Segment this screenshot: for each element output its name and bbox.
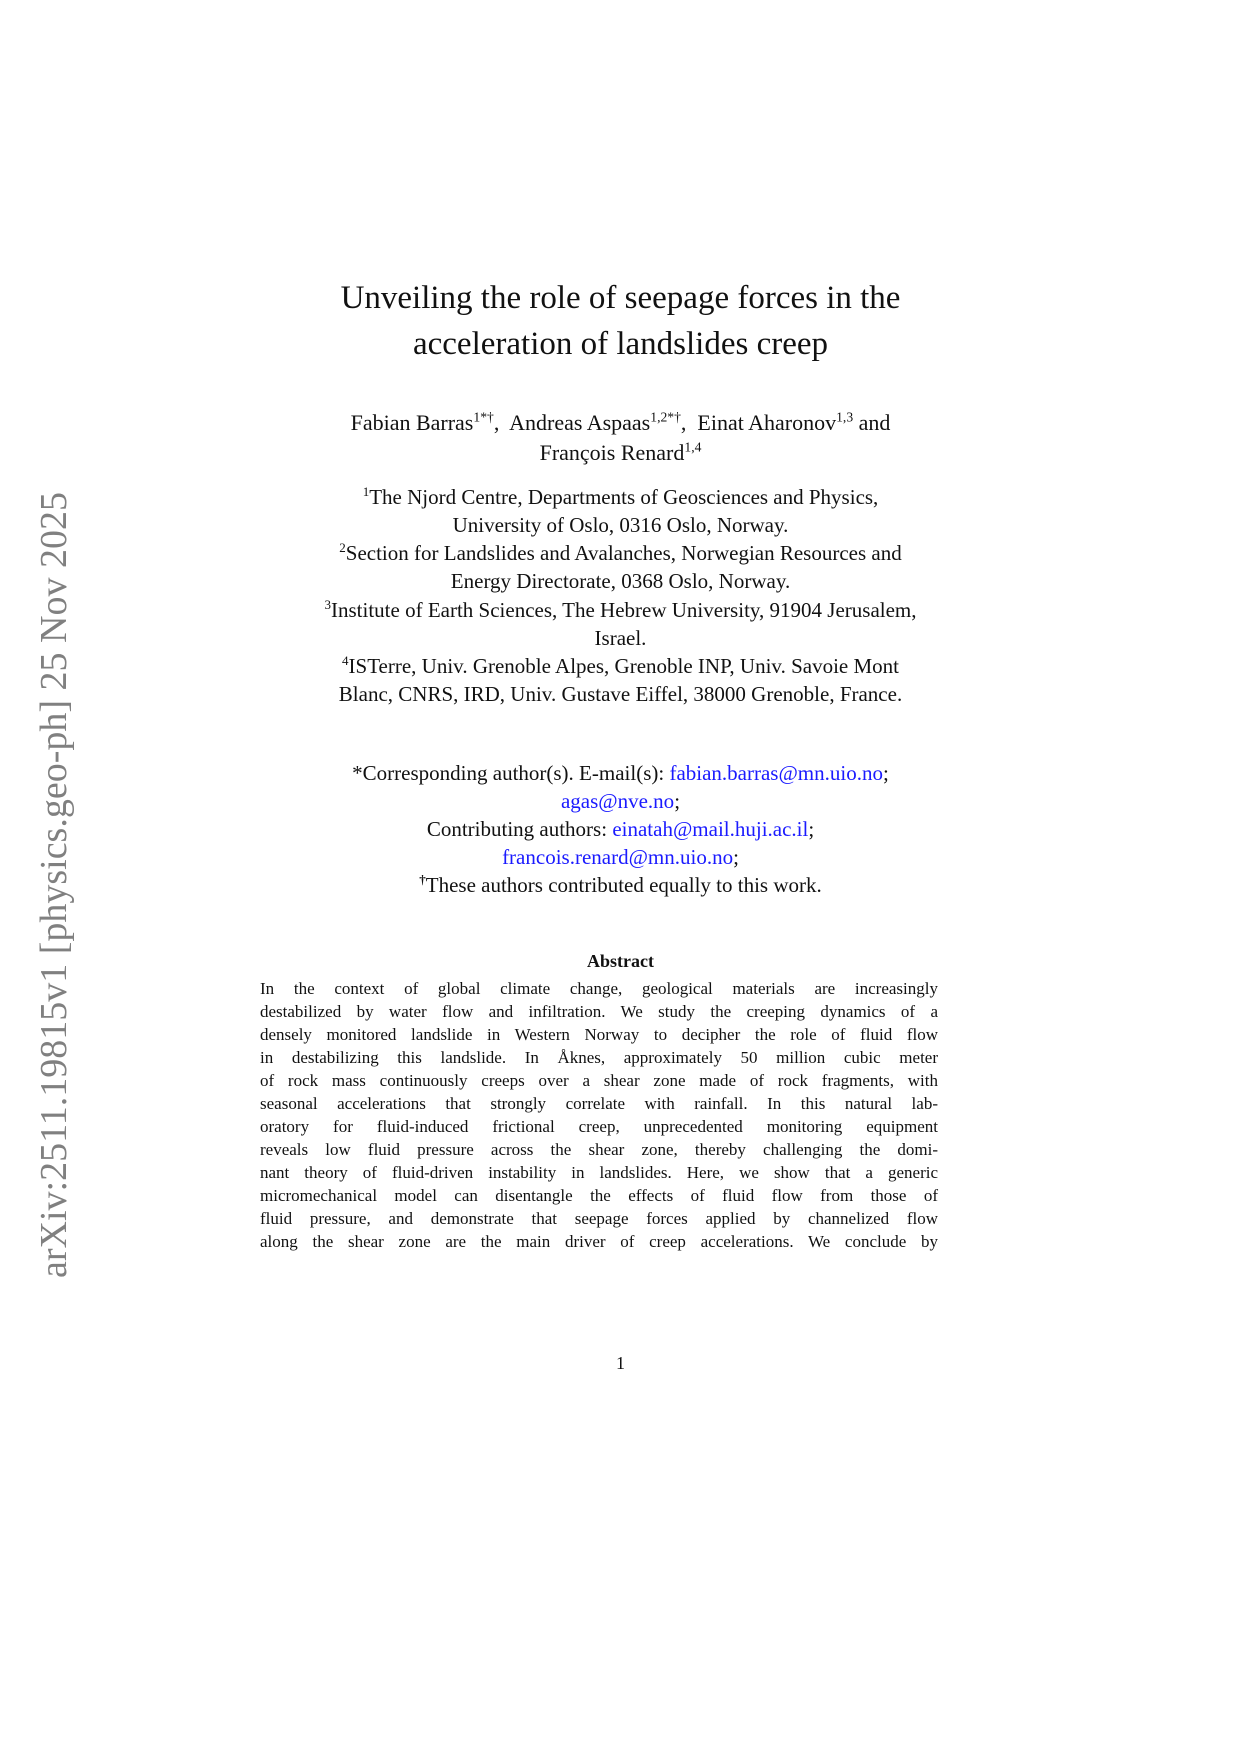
dagger-mark: † (419, 872, 426, 887)
corresponding-label: *Corresponding author(s). E-mail(s): (352, 761, 665, 785)
affiliation-text: The Njord Centre, Departments of Geosciences and Physics, (369, 485, 879, 509)
affiliation-text: Institute of Earth Sciences, The Hebrew University, 91904 Jerusalem, (331, 598, 917, 622)
author-affil: 1,2*† (650, 409, 681, 425)
abstract-line: oratory for fluid-induced frictional creep, unprecedented monitoring equipment (260, 1117, 938, 1136)
abstract-line: destabilized by water flow and infiltration. We study the creeping dynamics of a (260, 1002, 938, 1021)
affiliation-number: 4 (342, 653, 349, 668)
arxiv-identifier: arXiv:2511.19815v1 [physics.geo-ph] 25 Nov 2025 (33, 492, 75, 1278)
affiliation-number: 3 (324, 597, 331, 612)
affiliation-1 (0, 485, 1241, 510)
affiliation-2 (0, 541, 1241, 566)
paper-title-line-2: acceleration of landslides creep (412, 326, 829, 362)
separator: ; (808, 817, 815, 841)
equal-contribution-note (0, 873, 1241, 898)
contributing-line-2 (0, 845, 1241, 870)
contributing-line (0, 817, 1241, 842)
separator: ; (733, 845, 739, 869)
abstract-body (260, 979, 938, 1255)
author-name: François Renard (539, 440, 685, 465)
author-name: Andreas Aspaas (509, 410, 651, 435)
affiliation-3-cont: Israel. (594, 626, 647, 650)
email-link[interactable]: fabian.barras@mn.uio.no (669, 761, 883, 785)
abstract-line: seasonal accelerations that strongly correlate with rainfall. In this natural lab- (260, 1094, 938, 1113)
abstract-heading: Abstract (587, 951, 654, 971)
affiliation-text: ISTerre, Univ. Grenoble Alpes, Grenoble INP, Univ. Savoie Mont (348, 654, 899, 678)
abstract-line: in destabilizing this landslide. In Åknes, approximately 50 million cubic meter (260, 1048, 938, 1067)
abstract-line: densely monitored landslide in Western Norway to decipher the role of fluid flow (260, 1025, 938, 1044)
email-link[interactable]: einatah@mail.huji.ac.il (612, 817, 809, 841)
corresponding-line-2 (0, 789, 1241, 814)
abstract-line: of rock mass continuously creeps over a shear zone made of rock fragments, with (260, 1071, 938, 1090)
author-name: Einat Aharonov (697, 410, 837, 435)
abstract-line: In the context of global climate change, geological materials are increasingly (260, 979, 938, 998)
author-list-line-2 (0, 440, 1241, 466)
affiliation-4 (0, 654, 1241, 679)
affiliation-2-cont: Energy Directorate, 0368 Oslo, Norway. (450, 569, 791, 593)
author-and: and (858, 410, 891, 435)
equal-note-text: These authors contributed equally to this work. (425, 873, 822, 897)
author-name: Fabian Barras (350, 410, 474, 435)
affiliation-number: 2 (339, 540, 346, 555)
page-number: 1 (616, 1353, 625, 1373)
affiliation-text: Section for Landslides and Avalanches, Norwegian Resources and (345, 541, 902, 565)
separator: ; (882, 761, 889, 785)
author-affil: 1*† (473, 409, 494, 425)
separator: ; (674, 789, 681, 813)
affiliation-number: 1 (362, 484, 370, 499)
paper-title-line-1: Unveiling the role of seepage forces in the (340, 280, 901, 316)
abstract-line: micromechanical model can disentangle the effects of fluid flow from those of (260, 1186, 938, 1205)
affiliation-1-cont: University of Oslo, 0316 Oslo, Norway. (452, 513, 789, 537)
author-affil: 1,4 (684, 439, 702, 455)
abstract-line: nant theory of fluid-driven instability in landslides. Here, we show that a generic (260, 1163, 938, 1182)
abstract-line: reveals low fluid pressure across the shear zone, thereby challenging the domi- (260, 1140, 938, 1159)
affiliation-4-cont: Blanc, CNRS, IRD, Univ. Gustave Eiffel, 38000 Grenoble, France. (338, 682, 903, 706)
abstract-line: along the shear zone are the main driver of creep accelerations. We conclude by (260, 1232, 938, 1251)
author-affil: 1,3 (836, 409, 854, 425)
email-link[interactable]: agas@nve.no (560, 789, 675, 813)
abstract-line: fluid pressure, and demonstrate that seepage forces applied by channelized flow (260, 1209, 938, 1228)
email-link[interactable]: francois.renard@mn.uio.no (502, 845, 734, 869)
corresponding-line (0, 761, 1241, 786)
affiliation-3 (0, 598, 1241, 623)
contributing-label: Contributing authors: (426, 817, 608, 841)
author-list: Fabian Barras$^{1*\dagger}$, Andreas Aspaas$^{1,2*\dagger}$, Einat Aharonov$^{1,3}$ and (350, 409, 891, 435)
